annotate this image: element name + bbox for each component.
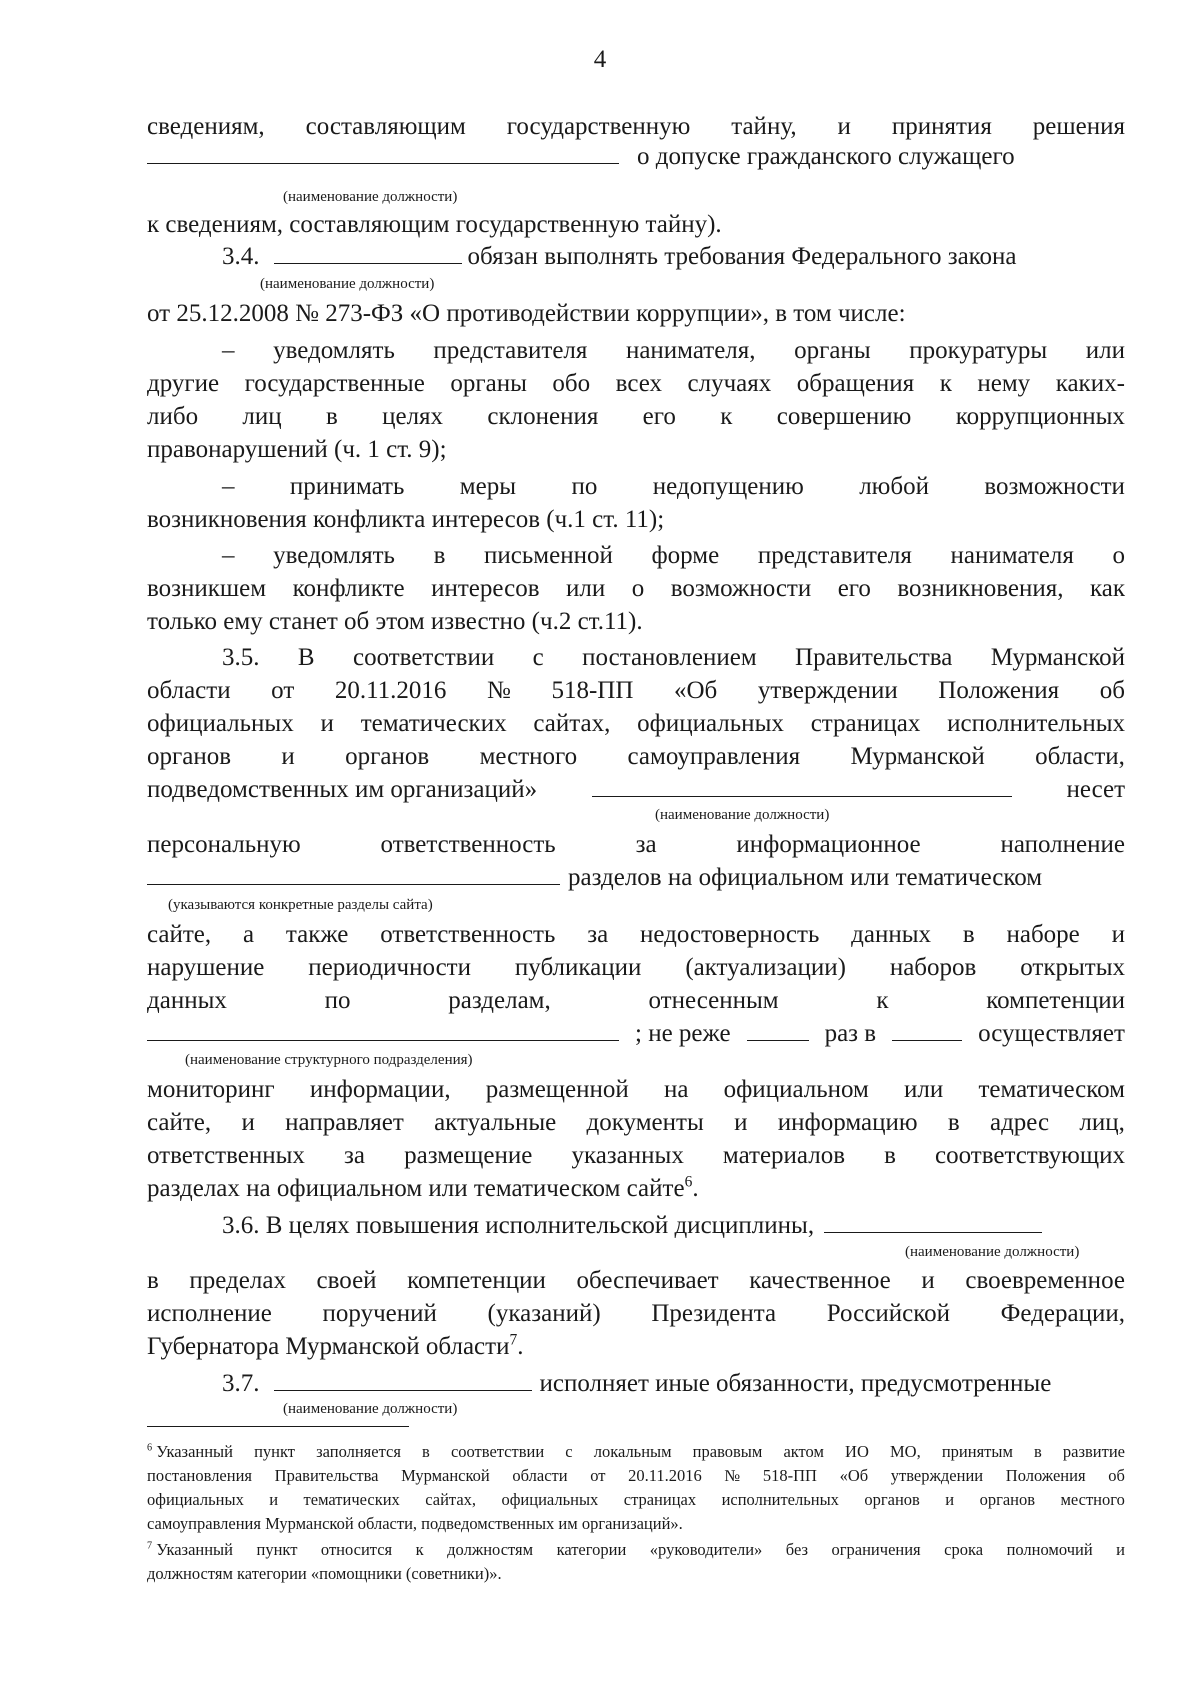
- word: местного: [1060, 1490, 1125, 1509]
- word: ограничения: [831, 1540, 921, 1559]
- text-line: [147, 1107, 1125, 1139]
- text-line: [147, 1173, 1125, 1205]
- word: любой: [859, 473, 929, 500]
- text-segment: осуществляет: [978, 1020, 1125, 1047]
- word: наборов: [889, 954, 977, 981]
- word: наборе: [1006, 921, 1080, 948]
- word: тематическом: [978, 1076, 1125, 1103]
- word: постановления: [147, 1466, 253, 1485]
- word: Указанный: [156, 1442, 233, 1461]
- text-line: [147, 829, 1125, 861]
- word: и: [269, 1490, 279, 1509]
- text-line: [147, 774, 1125, 806]
- text-segment: Губернатора Мурманской области: [147, 1333, 510, 1360]
- word: нанимателя,: [625, 337, 756, 364]
- word: №: [487, 677, 511, 704]
- text-segment: 3.6. В целях повышения исполнительской дисциплины,: [222, 1212, 815, 1239]
- word: государственные: [244, 370, 425, 397]
- text-line: к сведениям, составляющим государственную тайну).: [147, 211, 722, 238]
- word: соответствии: [450, 1442, 545, 1461]
- word: –: [222, 473, 235, 500]
- word: о: [631, 575, 645, 602]
- word: направляет: [285, 1109, 404, 1136]
- word: нему: [977, 370, 1031, 397]
- word: информацию: [777, 1109, 918, 1136]
- word: сайте,: [147, 1109, 212, 1136]
- word: соответствии: [352, 644, 495, 671]
- word: «Об: [839, 1466, 869, 1485]
- text-line: [147, 368, 1125, 400]
- word: ИО: [845, 1442, 869, 1461]
- field-hint: (наименование структурного подразделения): [185, 1052, 473, 1068]
- blank-position-field[interactable]: [592, 774, 1012, 797]
- word: страницах: [810, 710, 921, 737]
- word: и: [1116, 1540, 1125, 1559]
- word: органов: [864, 1490, 920, 1509]
- word: возникшем: [147, 575, 267, 602]
- text-line: [147, 919, 1125, 951]
- word: всех: [615, 370, 662, 397]
- text-line: [147, 1140, 1125, 1172]
- word: к: [939, 370, 952, 397]
- footnote-line: самоуправления Мурманской области, подведомственных им организаций».: [147, 1514, 683, 1533]
- word: с: [565, 1442, 573, 1461]
- word: уведомлять: [273, 337, 395, 364]
- word: по: [571, 473, 598, 500]
- word: лиц: [242, 403, 282, 430]
- word: в: [884, 1142, 896, 1169]
- word: –: [222, 542, 235, 569]
- word: мониторинг: [147, 1076, 275, 1103]
- word: коррупционных: [955, 403, 1125, 430]
- word: совершению: [776, 403, 912, 430]
- footnote-ref[interactable]: 6: [684, 1173, 693, 1191]
- word: правовым: [692, 1442, 763, 1461]
- word: данных: [851, 921, 932, 948]
- word: или: [904, 1076, 944, 1103]
- word: сайте,: [147, 921, 212, 948]
- word: пределах: [189, 1267, 286, 1294]
- text-segment: разделах на официальном или тематическом сайте: [147, 1175, 685, 1202]
- word: органов: [147, 743, 232, 770]
- text-line: [147, 1298, 1125, 1330]
- word: официальных: [147, 1490, 244, 1509]
- text-line: от 25.12.2008 № 273-ФЗ «О противодействии коррупции», в том числе:: [147, 300, 906, 327]
- word: «руководители»: [649, 1540, 763, 1559]
- footnote-line: [147, 1464, 1125, 1488]
- word: срока: [944, 1540, 984, 1559]
- word: или: [565, 575, 606, 602]
- word: местного: [479, 743, 578, 770]
- word: утверждении: [757, 677, 898, 704]
- blank-position-field[interactable]: [824, 1210, 1042, 1233]
- word: нанимателя: [950, 542, 1074, 569]
- word: органы: [794, 337, 871, 364]
- word: к: [415, 1540, 424, 1559]
- word: ответственность: [380, 831, 556, 858]
- word: категории: [556, 1540, 627, 1559]
- word: (актуализации): [685, 954, 846, 981]
- footnote-text-start: [147, 1538, 233, 1562]
- word: принятым: [941, 1442, 1013, 1461]
- word: №: [724, 1466, 741, 1485]
- word: уведомлять: [273, 542, 395, 569]
- text-line: [222, 540, 1125, 572]
- text-line: возникновения конфликта интересов (ч.1 ст. 11);: [147, 506, 665, 533]
- word: и: [837, 113, 851, 140]
- word: в: [147, 1267, 159, 1294]
- footnote-line: [147, 1440, 1125, 1464]
- word: принятия: [891, 113, 992, 140]
- word: о: [1112, 542, 1125, 569]
- text-line: [222, 241, 1125, 273]
- word: в: [325, 403, 338, 430]
- word: решения: [1032, 113, 1125, 140]
- word: своевременное: [965, 1267, 1125, 1294]
- word: или: [1085, 337, 1125, 364]
- text-segment: ; не реже: [635, 1020, 731, 1047]
- text-line: [147, 111, 1125, 143]
- word: размещение: [404, 1142, 533, 1169]
- word: Федерации,: [1000, 1300, 1125, 1327]
- word: своей: [316, 1267, 377, 1294]
- word: относится: [320, 1540, 393, 1559]
- word: с: [532, 644, 544, 671]
- text-line: [222, 335, 1125, 367]
- word: документы: [586, 1109, 704, 1136]
- word: Указанный: [156, 1540, 233, 1559]
- word: –: [222, 337, 235, 364]
- footnote-line: [147, 1538, 1125, 1562]
- footnote-line: [147, 1488, 1125, 1512]
- text-segment: .: [517, 1333, 524, 1360]
- word: соответствующих: [935, 1142, 1125, 1169]
- text-line: [147, 1265, 1125, 1297]
- footnote-separator: [147, 1426, 409, 1427]
- word: Правительства: [274, 1466, 379, 1485]
- word: официальных: [501, 1490, 599, 1509]
- word: области: [512, 1466, 568, 1485]
- word: Президента: [651, 1300, 777, 1327]
- word: форме: [651, 542, 720, 569]
- word: обо: [552, 370, 591, 397]
- text-line: [222, 642, 1125, 674]
- word: исполнение: [147, 1300, 272, 1327]
- text-line: [147, 573, 1125, 605]
- page-number: 4: [593, 46, 607, 73]
- word: другие: [147, 370, 220, 397]
- text-line: [147, 741, 1125, 773]
- word: адрес: [989, 1109, 1050, 1136]
- text-line: [147, 1074, 1125, 1106]
- word: в: [947, 1109, 960, 1136]
- word: составляющим: [305, 113, 466, 140]
- word: склонения: [487, 403, 599, 430]
- text-segment: .: [692, 1175, 699, 1202]
- word: за: [587, 921, 609, 948]
- word: представителя: [433, 337, 588, 364]
- word: Положения: [938, 677, 1060, 704]
- word: возникновения,: [897, 575, 1064, 602]
- word: на: [663, 1076, 689, 1103]
- word: персональную: [147, 831, 301, 858]
- word: публикации: [514, 954, 642, 981]
- word: 518-ПП: [762, 1466, 817, 1485]
- word: Мурманской: [990, 644, 1125, 671]
- text-line: только ему станет об этом известно (ч.2 ст.11).: [147, 608, 643, 635]
- text-segment: подведомственных им организаций»: [147, 776, 538, 803]
- field-hint: (указываются конкретные разделы сайта): [168, 897, 433, 913]
- word: исполнительных: [721, 1490, 839, 1509]
- word: пункт: [256, 1540, 298, 1559]
- word: официальных: [147, 710, 294, 737]
- word: сведениям,: [147, 113, 265, 140]
- word: обеспечивает: [576, 1267, 719, 1294]
- word: нарушение: [147, 954, 265, 981]
- word: локальным: [593, 1442, 672, 1461]
- text-line: [222, 1368, 1125, 1400]
- text-line: [147, 141, 1125, 173]
- word: ответственных: [147, 1142, 305, 1169]
- word: об: [1108, 1466, 1125, 1485]
- word: должностям: [447, 1540, 534, 1559]
- word: Мурманской: [850, 743, 985, 770]
- word: лиц,: [1079, 1109, 1125, 1136]
- word: письменной: [484, 542, 613, 569]
- text-line: [147, 985, 1125, 1017]
- word: и: [241, 1109, 255, 1136]
- word: интересов: [431, 575, 540, 602]
- text-segment: несет: [1066, 776, 1125, 803]
- word: тематических: [303, 1490, 400, 1509]
- field-hint: (наименование должности): [283, 189, 458, 205]
- text-line: [147, 1018, 1125, 1050]
- blank-period-field[interactable]: [892, 1018, 962, 1041]
- word: материалов: [722, 1142, 846, 1169]
- field-hint: (наименование должности): [260, 276, 435, 292]
- word: области,: [1035, 743, 1125, 770]
- text-line: [147, 862, 1125, 894]
- word: и: [734, 1109, 748, 1136]
- blank-structural-unit-field[interactable]: [147, 1018, 619, 1041]
- word: тематических: [360, 710, 507, 737]
- field-hint: (наименование должности): [905, 1244, 1080, 1260]
- word: постановлением: [582, 644, 757, 671]
- word: отнесенным: [648, 987, 779, 1014]
- word: утверждении: [890, 1466, 984, 1485]
- word: его: [837, 575, 871, 602]
- word: размещенной: [485, 1076, 629, 1103]
- word: за: [344, 1142, 365, 1169]
- word: исполнительных: [947, 710, 1125, 737]
- word: возможности: [984, 473, 1125, 500]
- word: области: [147, 677, 231, 704]
- word: актом: [783, 1442, 824, 1461]
- word: а: [242, 921, 255, 948]
- word: ответственность: [380, 921, 556, 948]
- word: страницах: [623, 1490, 697, 1509]
- word: официальных: [637, 710, 784, 737]
- word: поручений: [322, 1300, 437, 1327]
- word: как: [1089, 575, 1125, 602]
- word: целях: [382, 403, 444, 430]
- text-line: [222, 471, 1125, 503]
- word: по: [324, 987, 351, 1014]
- blank-sections-field[interactable]: [147, 862, 560, 885]
- word: органов: [345, 743, 430, 770]
- word: меры: [459, 473, 517, 500]
- word: «Об: [673, 677, 718, 704]
- word: актуальные: [434, 1109, 557, 1136]
- blank-position-field[interactable]: [274, 1368, 532, 1391]
- word: 20.11.2016: [334, 677, 447, 704]
- clause-number: 3.7.: [222, 1370, 260, 1397]
- word: полномочий: [1006, 1540, 1093, 1559]
- word: открытых: [1020, 954, 1125, 981]
- word: разделам,: [448, 987, 551, 1014]
- word: тайну,: [731, 113, 797, 140]
- word: органы: [450, 370, 527, 397]
- word: от: [271, 677, 295, 704]
- word: информации,: [309, 1076, 451, 1103]
- blank-position-field[interactable]: [274, 241, 462, 264]
- word: и: [1111, 921, 1125, 948]
- text-segment: разделов на официальном или тематическом: [568, 864, 1043, 891]
- blank-frequency-field[interactable]: [747, 1018, 809, 1041]
- word: об: [1099, 677, 1125, 704]
- word: в: [433, 542, 446, 569]
- word: за: [635, 831, 657, 858]
- word: и: [281, 743, 295, 770]
- word: Мурманской: [401, 1466, 490, 1485]
- word: обращения: [796, 370, 915, 397]
- text-line: [147, 952, 1125, 984]
- word: органов: [979, 1490, 1036, 1509]
- word: также: [285, 921, 349, 948]
- word: к: [876, 987, 889, 1014]
- word: его: [642, 403, 676, 430]
- word: пункт: [254, 1442, 296, 1461]
- text-segment: раз в: [824, 1020, 877, 1047]
- word: 3.5.: [222, 644, 260, 671]
- word: 20.11.2016: [628, 1466, 702, 1485]
- text-line: [147, 708, 1125, 740]
- blank-position-field[interactable]: [147, 141, 619, 164]
- field-hint: (наименование должности): [283, 1401, 458, 1417]
- word: недопущению: [652, 473, 804, 500]
- word: развитие: [1062, 1442, 1125, 1461]
- word: самоуправления: [627, 743, 801, 770]
- word: прокуратуры: [909, 337, 1048, 364]
- word: либо: [147, 403, 199, 430]
- word: наполнение: [1000, 831, 1125, 858]
- word: указанных: [571, 1142, 684, 1169]
- word: случаях: [687, 370, 772, 397]
- word: (указаний): [487, 1300, 601, 1327]
- footnote-ref[interactable]: 7: [509, 1331, 518, 1349]
- word: от: [590, 1466, 606, 1485]
- word: без: [785, 1540, 809, 1559]
- word: в: [422, 1442, 430, 1461]
- word: и: [921, 1267, 935, 1294]
- word: МО,: [890, 1442, 921, 1461]
- text-segment: обязан выполнять требования Федерального закона: [467, 243, 1017, 270]
- word: заполняется: [316, 1442, 401, 1461]
- word: принимать: [289, 473, 405, 500]
- footnote-mark: 7: [147, 1540, 153, 1552]
- word: компетенции: [407, 1267, 546, 1294]
- word: В: [297, 644, 315, 671]
- word: информационное: [736, 831, 921, 858]
- word: официальном: [723, 1076, 869, 1103]
- word: Правительства: [795, 644, 953, 671]
- text-line: [222, 1210, 1125, 1242]
- word: сайтах,: [533, 710, 611, 737]
- word: 518-ПП: [551, 677, 634, 704]
- word: и: [945, 1490, 955, 1509]
- word: Российской: [826, 1300, 950, 1327]
- word: к: [720, 403, 733, 430]
- text-segment: о допуске гражданского служащего: [637, 143, 1015, 170]
- word: возможности: [670, 575, 812, 602]
- text-line: [147, 401, 1125, 433]
- clause-number: 3.4.: [222, 243, 260, 270]
- word: государственную: [506, 113, 691, 140]
- word: Положения: [1005, 1466, 1086, 1485]
- word: в: [1034, 1442, 1042, 1461]
- word: каких-: [1055, 370, 1125, 397]
- footnote-text-start: [147, 1440, 233, 1464]
- footnote-mark: 6: [147, 1442, 153, 1454]
- word: периодичности: [308, 954, 471, 981]
- text-line: [147, 675, 1125, 707]
- word: недостоверность: [640, 921, 820, 948]
- text-line: правонарушений (ч. 1 ст. 9);: [147, 436, 447, 463]
- text-segment: исполняет иные обязанности, предусмотренные: [539, 1370, 1052, 1397]
- word: в: [962, 921, 975, 948]
- word: представителя: [757, 542, 912, 569]
- word: сайтах,: [425, 1490, 477, 1509]
- word: и: [320, 710, 334, 737]
- footnote-line: должностям категории «помощники (советники)».: [147, 1564, 502, 1583]
- word: данных: [147, 987, 227, 1014]
- field-hint: (наименование должности): [655, 807, 830, 823]
- word: качественное: [749, 1267, 891, 1294]
- word: конфликте: [292, 575, 405, 602]
- text-line: [147, 1331, 1125, 1363]
- word: компетенции: [986, 987, 1125, 1014]
